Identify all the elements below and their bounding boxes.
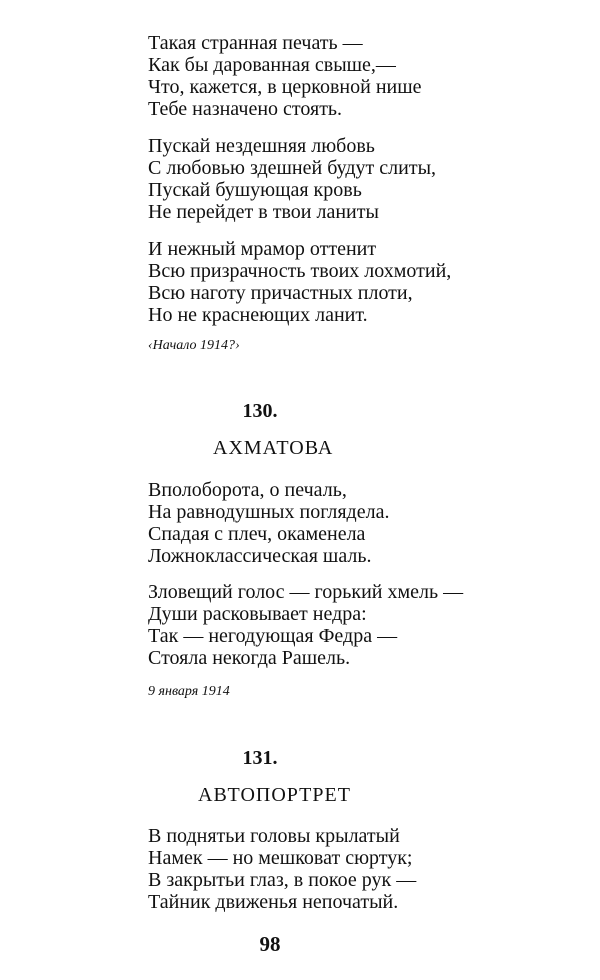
verse-line: С любовью здешней будут слиты, — [148, 157, 437, 179]
verse-line: Всю наготу причастных плоти, — [148, 282, 413, 304]
verse-line: На равнодушных поглядела. — [148, 501, 390, 523]
verse-line: Пускай нездешняя любовь — [148, 135, 375, 157]
verse-line: Стояла некогда Рашель. — [148, 647, 351, 669]
verse-line: Пускай бушующая кровь — [148, 179, 362, 201]
verse-line: Всю призрачность твоих лохмотий, — [148, 260, 452, 282]
verse-line: Намек — но мешковат сюртук; — [148, 847, 413, 869]
verse-line: Такая странная печать — — [148, 32, 363, 54]
verse-line: Не перейдет в твои ланиты — [148, 201, 379, 223]
verse-line: В поднятьи головы крылатый — [148, 825, 400, 847]
verse-line: Зловещий голос — горький хмель — — [148, 581, 464, 603]
verse-line: Тайник движенья непочатый. — [148, 891, 399, 913]
poem-130-number: 130. — [242, 400, 278, 422]
poem-131-title: АВТОПОРТРЕТ — [198, 784, 351, 806]
poem-130-title: АХМАТОВА — [213, 437, 334, 459]
verse-line: Ложноклассическая шаль. — [148, 545, 372, 567]
verse-line: И нежный мрамор оттенит — [148, 238, 377, 260]
page-number: 98 — [259, 932, 281, 956]
poem-130-date: 9 января 1914 — [148, 684, 230, 699]
verse-line: Вполоборота, о печаль, — [148, 479, 347, 501]
poem-131-number: 131. — [242, 747, 278, 769]
verse-line: Что, кажется, в церковной нише — [148, 76, 422, 98]
verse-line: Но не краснеющих ланит. — [148, 304, 368, 326]
verse-line: Так — негодующая Федра — — [148, 625, 398, 647]
verse-line: Как бы дарованная свыше,— — [148, 54, 396, 76]
verse-line: В закрытьи глаз, в покое рук — — [148, 869, 417, 891]
verse-line: Души расковывает недра: — [148, 603, 367, 625]
verse-line: Тебе назначено стоять. — [148, 98, 343, 120]
poem-129-date: ‹Начало 1914?› — [148, 338, 240, 353]
verse-line: Спадая с плеч, окаменела — [148, 523, 366, 545]
